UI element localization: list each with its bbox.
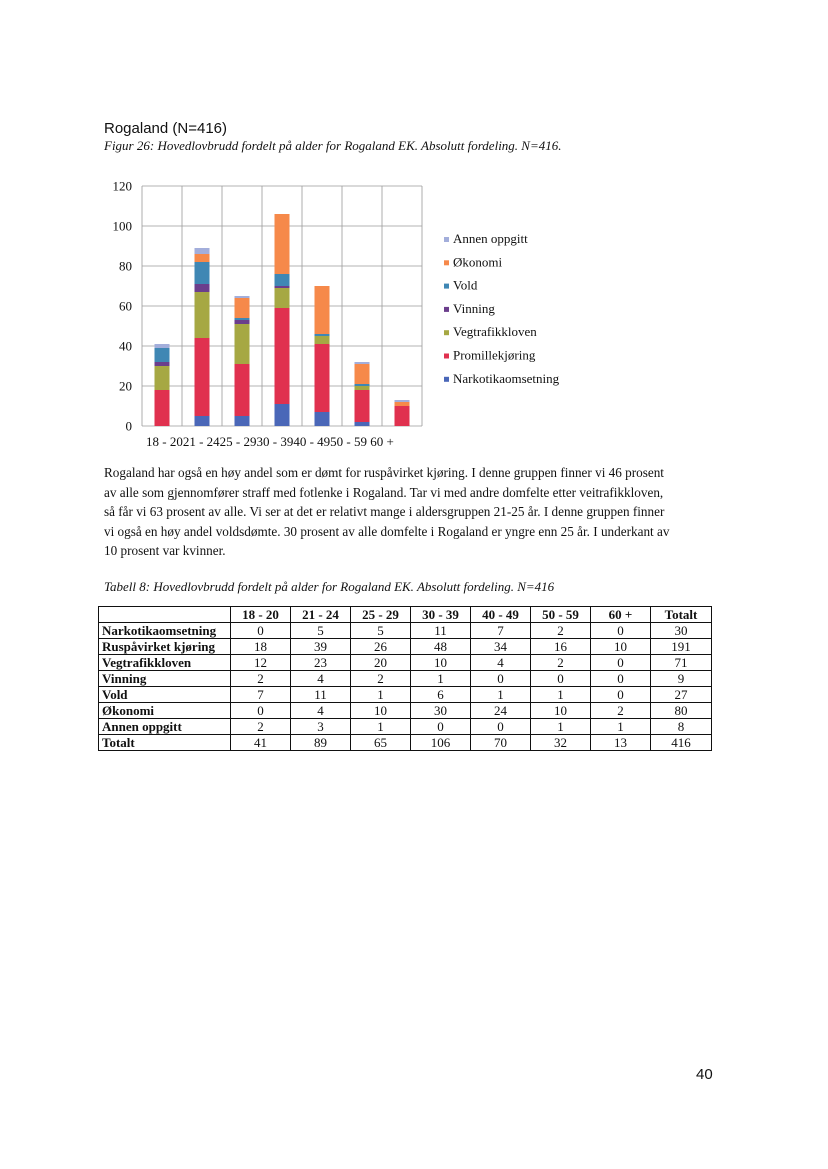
- y-tick-label: 80: [119, 258, 132, 274]
- table-row-label: Narkotikaomsetning: [99, 623, 231, 639]
- table-cell: 20: [351, 655, 411, 671]
- table-cell: 16: [531, 639, 591, 655]
- bar-segment: [355, 390, 370, 422]
- table-cell: 71: [651, 655, 712, 671]
- table-cell: 0: [411, 719, 471, 735]
- bar-segment: [195, 292, 210, 338]
- y-tick-label: 0: [125, 418, 132, 434]
- table-row-label: Ruspåvirket kjøring: [99, 639, 231, 655]
- bar-segment: [195, 416, 210, 426]
- table-row: [99, 735, 712, 751]
- table-cell: 106: [411, 735, 471, 751]
- table-row-label: Vinning: [99, 671, 231, 687]
- bar-segment: [235, 324, 250, 364]
- table-cell: 0: [591, 655, 651, 671]
- y-tick-label: 60: [119, 298, 132, 314]
- table-cell: 0: [591, 623, 651, 639]
- bar-segment: [395, 402, 410, 406]
- legend-swatch: [444, 307, 449, 312]
- table-cell: 2: [591, 703, 651, 719]
- body-paragraph: [104, 463, 714, 561]
- table-cell: 26: [351, 639, 411, 655]
- bar-segment: [355, 422, 370, 426]
- bar-segment: [315, 412, 330, 426]
- bar-segment: [315, 286, 330, 334]
- bar-segment: [355, 386, 370, 390]
- table-cell: 48: [411, 639, 471, 655]
- paragraph-line: vi også en høy andel voldsdømte. 30 prosent av alle domfelte i Rogaland er yngre enn 25 år. I underkant av: [104, 523, 670, 539]
- bar-segment: [195, 262, 210, 284]
- bar-segment: [275, 286, 290, 288]
- table-cell: 4: [471, 655, 531, 671]
- table-cell: 0: [231, 623, 291, 639]
- table-cell: 4: [291, 703, 351, 719]
- table-row-label: Økonomi: [99, 703, 231, 719]
- table-row-label: Totalt: [99, 735, 231, 751]
- bar-segment: [395, 400, 410, 402]
- bar-segment: [155, 344, 170, 348]
- table-cell: 1: [351, 687, 411, 703]
- table-cell: 23: [291, 655, 351, 671]
- legend-label: Vold: [453, 277, 478, 293]
- table-cell: 7: [471, 623, 531, 639]
- table-cell: 1: [531, 687, 591, 703]
- table-cell: 0: [591, 671, 651, 687]
- legend-swatch: [444, 354, 449, 359]
- bar-segment: [315, 344, 330, 412]
- table-cell: 5: [351, 623, 411, 639]
- table-cell: 2: [351, 671, 411, 687]
- table-cell: 10: [411, 655, 471, 671]
- bar-segment: [155, 348, 170, 362]
- table-body: [99, 623, 712, 751]
- table-cell: 32: [531, 735, 591, 751]
- bar-segment: [275, 308, 290, 404]
- y-tick-label: 40: [119, 338, 132, 354]
- table-row-label: Vold: [99, 687, 231, 703]
- table-cell: 2: [531, 623, 591, 639]
- table-cell: 1: [351, 719, 411, 735]
- bar-segment: [155, 390, 170, 426]
- y-tick-label: 100: [112, 218, 132, 234]
- legend-label: Narkotikaomsetning: [453, 370, 560, 386]
- legend-swatch: [444, 377, 449, 382]
- table-row-label: Vegtrafikkloven: [99, 655, 231, 671]
- bar-segment: [395, 406, 410, 426]
- table-cell: 191: [651, 639, 712, 655]
- page-number: 40: [696, 1066, 713, 1083]
- table-cell: 6: [411, 687, 471, 703]
- bar-segment: [195, 254, 210, 262]
- table-cell: 30: [651, 623, 712, 639]
- bar-segment: [155, 362, 170, 366]
- bar-segment: [275, 214, 290, 274]
- table-cell: 1: [531, 719, 591, 735]
- table-cell: 7: [231, 687, 291, 703]
- bar-segment: [235, 364, 250, 416]
- bar-segment: [275, 404, 290, 426]
- y-tick-label: 120: [112, 178, 132, 194]
- bar-segment: [195, 248, 210, 254]
- table-cell: 3: [291, 719, 351, 735]
- table-cell: 27: [651, 687, 712, 703]
- table-cell: 24: [471, 703, 531, 719]
- table-header-cell: 30 - 39: [411, 607, 471, 623]
- table-header-cell: 40 - 49: [471, 607, 531, 623]
- table-cell: 1: [471, 687, 531, 703]
- data-table: [98, 606, 712, 751]
- table-cell: 80: [651, 703, 712, 719]
- table-cell: 10: [591, 639, 651, 655]
- table-cell: 2: [531, 655, 591, 671]
- table-cell: 11: [291, 687, 351, 703]
- table-cell: 39: [291, 639, 351, 655]
- table-cell: 10: [351, 703, 411, 719]
- table-header-cell: 18 - 20: [231, 607, 291, 623]
- table-cell: 18: [231, 639, 291, 655]
- legend-label: Vinning: [453, 300, 495, 316]
- table-cell: 0: [471, 671, 531, 687]
- table-row: [99, 719, 712, 735]
- table-caption: Tabell 8: Hovedlovbrudd fordelt på alder for Rogaland EK. Absolutt fordeling. N=416: [104, 579, 555, 594]
- table-row: [99, 703, 712, 719]
- legend-swatch: [444, 284, 449, 289]
- bar-segment: [195, 284, 210, 292]
- table-cell: 89: [291, 735, 351, 751]
- table-cell: 2: [231, 671, 291, 687]
- paragraph-line: av alle som gjennomfører straff med fotlenke i Rogaland. Tar vi med andre domfelte etter veitrafikkloven,: [104, 484, 664, 500]
- table-cell: 10: [531, 703, 591, 719]
- table-cell: 11: [411, 623, 471, 639]
- figure-caption: Figur 26: Hovedlovbrudd fordelt på alder for Rogaland EK. Absolutt fordeling. N=416.: [104, 138, 562, 153]
- table-row: [99, 687, 712, 703]
- table-row: [99, 671, 712, 687]
- y-tick-label: 20: [119, 378, 132, 394]
- paragraph-line: Rogaland har også en høy andel som er dømt for ruspåvirket kjøring. I denne gruppen finner vi 46 prosent: [104, 465, 664, 480]
- section-heading: Rogaland (N=416): [104, 120, 227, 137]
- bar-segment: [195, 338, 210, 416]
- table-cell: 0: [591, 687, 651, 703]
- stacked-bar-chart: [104, 174, 574, 454]
- table-cell: 5: [291, 623, 351, 639]
- table-cell: 4: [291, 671, 351, 687]
- table-row: [99, 655, 712, 671]
- table-header-cell: 60 +: [591, 607, 651, 623]
- bar-segment: [315, 336, 330, 344]
- table-cell: 12: [231, 655, 291, 671]
- legend-label: Økonomi: [453, 254, 503, 270]
- table-cell: 416: [651, 735, 712, 751]
- table-cell: 2: [231, 719, 291, 735]
- table-cell: 0: [531, 671, 591, 687]
- bar-segment: [155, 366, 170, 390]
- table-row: [99, 639, 712, 655]
- table-header-cell: 21 - 24: [291, 607, 351, 623]
- paragraph-line: så får vi 63 prosent av alle. Vi ser at det er relativt mange i aldersgruppen 21-25 år. I denne gruppen finner: [104, 504, 665, 520]
- table-cell: 1: [591, 719, 651, 735]
- bar-segment: [315, 334, 330, 336]
- legend-swatch: [444, 260, 449, 265]
- table-cell: 9: [651, 671, 712, 687]
- legend-label: Annen oppgitt: [453, 231, 528, 246]
- legend-label: Promillekjøring: [453, 347, 536, 363]
- bar-segment: [275, 274, 290, 286]
- table-row-label: Annen oppgitt: [99, 719, 231, 735]
- table-cell: 13: [591, 735, 651, 751]
- bar-segment: [355, 364, 370, 384]
- table-header-cell: Totalt: [651, 607, 712, 623]
- table-cell: 30: [411, 703, 471, 719]
- table-header-row: [99, 607, 712, 623]
- table-cell: 34: [471, 639, 531, 655]
- legend-label: Vegtrafikkloven: [453, 324, 537, 340]
- paragraph-line: 10 prosent var kvinner.: [104, 543, 226, 559]
- legend-swatch: [444, 237, 449, 242]
- legend-swatch: [444, 330, 449, 335]
- table-corner-cell: [99, 607, 231, 623]
- bar-segment: [235, 296, 250, 298]
- table-cell: 41: [231, 735, 291, 751]
- table-cell: 8: [651, 719, 712, 735]
- bar-segment: [235, 416, 250, 426]
- table-cell: 1: [411, 671, 471, 687]
- bar-segment: [355, 362, 370, 364]
- bar-segment: [275, 288, 290, 308]
- bar-segment: [235, 320, 250, 324]
- bar-segment: [235, 298, 250, 318]
- table-cell: 65: [351, 735, 411, 751]
- table-cell: 70: [471, 735, 531, 751]
- table-row: [99, 623, 712, 639]
- bar-segment: [235, 318, 250, 320]
- table-header-cell: 50 - 59: [531, 607, 591, 623]
- table-header-cell: 25 - 29: [351, 607, 411, 623]
- bar-segment: [355, 384, 370, 386]
- table-cell: 0: [471, 719, 531, 735]
- x-tick-labels: 18 - 2021 - 2425 - 2930 - 3940 - 4950 - 59 60 +: [146, 434, 394, 449]
- table-cell: 0: [231, 703, 291, 719]
